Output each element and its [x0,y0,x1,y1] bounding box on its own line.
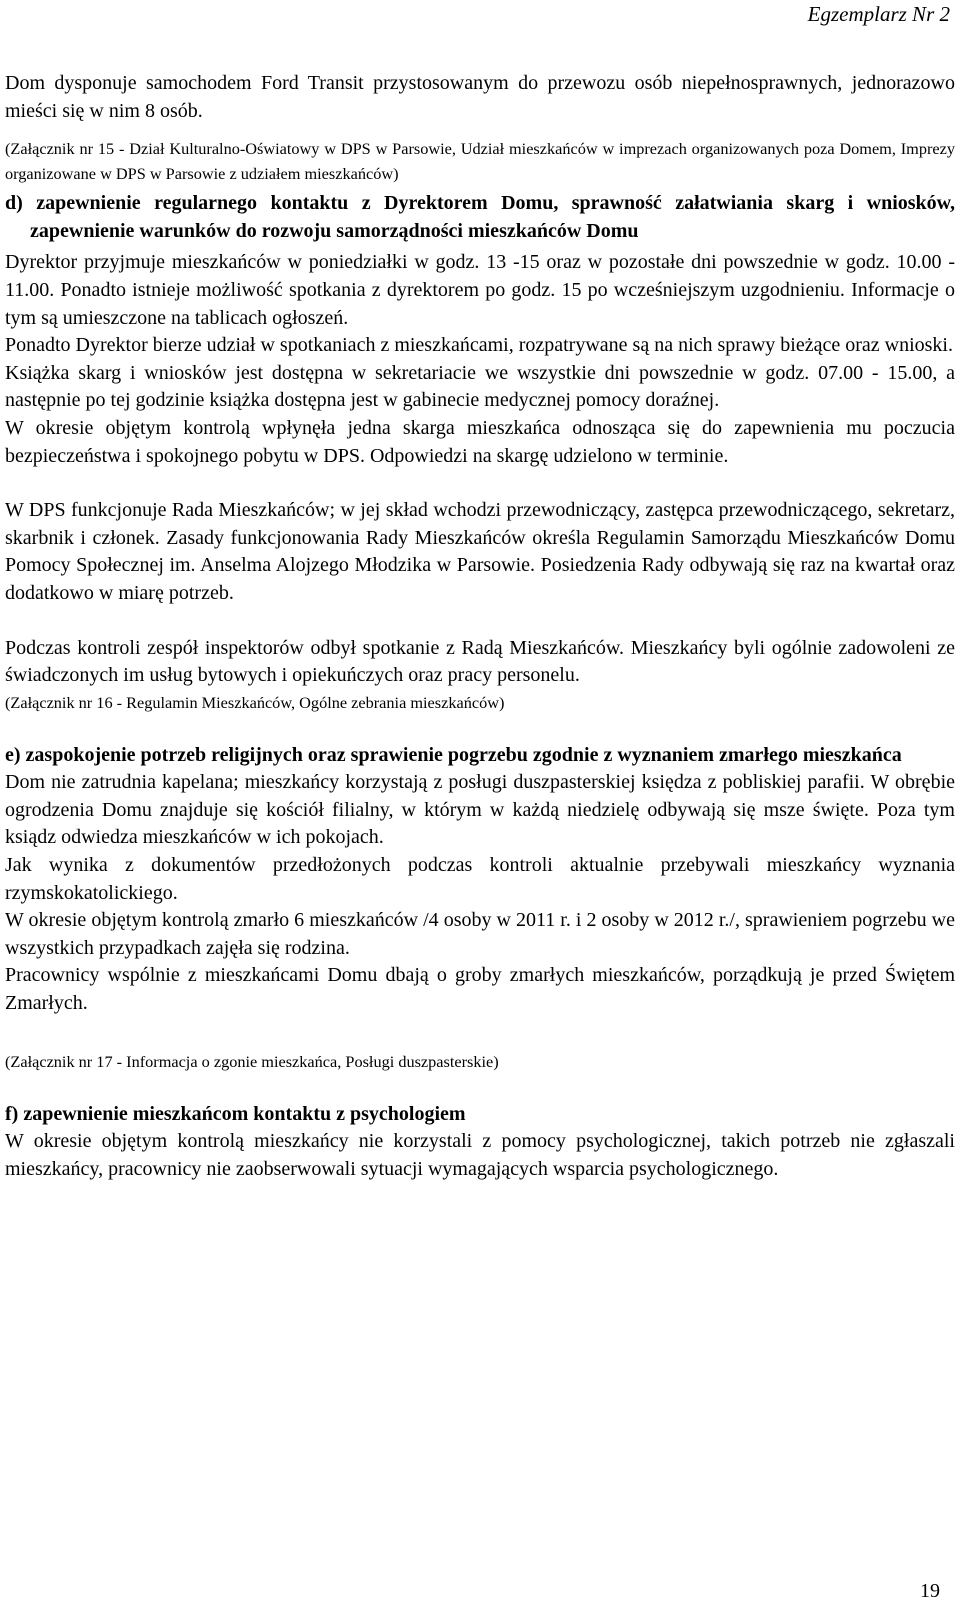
paragraph-director-meetings: Ponadto Dyrektor bierze udział w spotkaniach z mieszkańcami, rozpatrywane są na nich sprawy bieżące oraz wnioski. [5,334,953,357]
attachment-reference-15: (Załącznik nr 15 - Dział Kulturalno-Oświatowy w DPS w Parsowie, Udział mieszkańców w imprezach organizowanych poza Domem, Imprezy organizowane w DPS w Parsowie z udziałem mieszkańców) [5,139,955,184]
document-body [5,70,955,1183]
copy-number-header: Egzemplarz Nr 2 [807,2,950,26]
paragraph-complaints-book: Książka skarg i wniosków jest dostępna w sekretariacie we wszystkie dni powszednie w godz. 07.00 - 15.00, a następnie po tej godzinie książka dostępna jest w gabinecie medycznej pomocy doraźnej. [5,361,955,412]
section-heading-d: d) zapewnienie regularnego kontaktu z Dyrektorem Domu, sprawność załatwiania skarg i wniosków, zapewnienie warunków do rozwoju samorządności mieszkańców Domu [5,192,955,242]
section-heading-f: f) zapewnienie mieszkańcom kontaktu z psychologiem [5,1102,466,1125]
paragraph-transport: Dom dysponuje samochodem Ford Transit przystosowanym do przewozu osób niepełnosprawnych, jednorazowo mieści się w nim 8 osób. [5,72,955,122]
paragraph-director-hours: Dyrektor przyjmuje mieszkańców w poniedziałki w godz. 13 -15 oraz w pozostałe dni powszednie w godz. 10.00 - 11.00. Ponadto istnieje możliwość spotkania z dyrektorem po godz. 15 po wcześniejszym uzgodnieniu. Informacje o tym są umieszczone na tablicach ogłoszeń. [5,251,955,329]
paragraph-residents-council: W DPS funkcjonuje Rada Mieszkańców; w jej skład wchodzi przewodniczący, zastępca przewodniczącego, sekretarz, skarbnik i członek. Zasady funkcjonowania Rady Mieszkańców określa Regulamin Samorządu Mieszkańców Domu Pomocy Społecznej im. Anselma Alojzego Młodzika w Parsowie. Posiedzenia Rady odbywają się raz na kwartał oraz dodatkowo w miarę potrzeb. [5,499,955,604]
paragraph-deaths: W okresie objętym kontrolą zmarło 6 mieszkańców /4 osoby w 2011 r. i 2 osoby w 2012 r./, sprawieniem pogrzebu we wszystkich przypadkach zajęła się rodzina. [5,909,955,959]
paragraph-psychologist: W okresie objętym kontrolą mieszkańcy nie korzystali z pomocy psychologicznej, takich potrzeb nie zgłaszali mieszkańcy, pracownicy nie zaobserwowali sytuacji wymagających wsparcia psychologicznego. [5,1130,955,1180]
paragraph-complaint-received: W okresie objętym kontrolą wpłynęła jedna skarga mieszkańca odnosząca się do zapewnienia mu poczucia bezpieczeństwa i spokojnego pobytu w DPS. Odpowiedzi na skargę udzielono w terminie. [5,416,955,467]
attachment-reference-16: (Załącznik nr 16 - Regulamin Mieszkańców, Ogólne zebrania mieszkańców) [5,692,505,712]
section-heading-e: e) zaspokojenie potrzeb religijnych oraz sprawienie pogrzebu zgodnie z wyznaniem zmarłego mieszkańca [5,743,902,766]
paragraph-denomination: Jak wynika z dokumentów przedłożonych podczas kontroli aktualnie przebywali mieszkańcy wyznania rzymskokatolickiego. [5,854,955,904]
page-number: 19 [920,1580,940,1602]
attachment-reference-17: (Załącznik nr 17 - Informacja o zgonie mieszkańca, Posługi duszpasterskie) [5,1051,499,1071]
paragraph-chaplain: Dom nie zatrudnia kapelana; mieszkańcy korzystają z posługi duszpasterskiej księdza z pobliskiej parafii. W obrębie ogrodzenia Domu znajduje się kościół filialny, w którym w każdą niedzielę odbywają się msze święte. Poza tym ksiądz odwiedza mieszkańców w ich pokojach. [5,771,955,849]
paragraph-inspection-meeting: Podczas kontroli zespół inspektorów odbył spotkanie z Radą Mieszkańców. Mieszkańcy byli ogólnie zadowoleni ze świadczonych im usług bytowych i opiekuńczych oraz pracy personelu. [5,636,955,687]
paragraph-graves: Pracownicy wspólnie z mieszkańcami Domu dbają o groby zmarłych mieszkańców, porządkują je przed Świętem Zmarłych. [5,964,955,1015]
